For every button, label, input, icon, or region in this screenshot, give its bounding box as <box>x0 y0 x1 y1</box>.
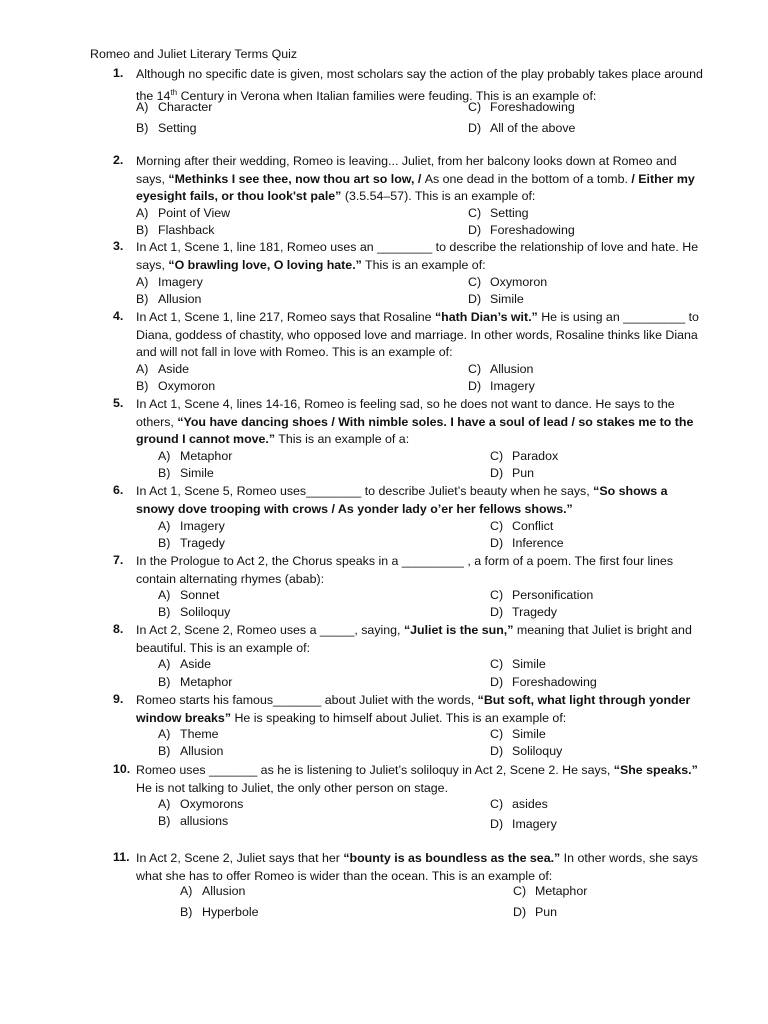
option-letter: D) <box>490 466 504 480</box>
option-letter: D) <box>468 121 482 135</box>
option-letter: C) <box>468 100 482 114</box>
option-letter: D) <box>513 905 527 919</box>
answer-option <box>158 536 225 550</box>
option-label: Imagery <box>512 817 557 831</box>
answer-option <box>490 657 546 671</box>
option-label: Hyperbole <box>202 905 259 919</box>
answer-option <box>158 466 214 480</box>
answer-option <box>468 121 575 135</box>
option-letter: B) <box>158 675 171 689</box>
answer-option <box>490 466 534 480</box>
question-text: In Act 1, Scene 4, lines 14-16, Romeo is feeling sad, so he does not want to dance. He says to the others, “You have dancing shoes / With nimble soles. I have a soul of lead / so stakes me to the ground I cannot move.” This is an example of a: <box>136 397 694 446</box>
answer-option <box>490 449 558 463</box>
option-label: asides <box>512 797 548 811</box>
option-letter: A) <box>136 275 149 289</box>
option-letter: D) <box>490 605 504 619</box>
question-number: 1. <box>113 66 124 80</box>
option-letter: B) <box>158 466 171 480</box>
option-label: Oxymoron <box>490 275 548 289</box>
option-letter: C) <box>490 727 504 741</box>
option-letter: D) <box>490 744 504 758</box>
answer-option <box>490 744 562 758</box>
option-label: Inference <box>512 536 564 550</box>
answer-option <box>158 605 230 619</box>
option-letter: B) <box>136 121 149 135</box>
option-label: Simile <box>512 657 546 671</box>
option-letter: B) <box>158 536 171 550</box>
question-number: 2. <box>113 153 124 167</box>
option-letter: B) <box>180 905 193 919</box>
answer-option <box>468 206 529 220</box>
option-letter: A) <box>136 100 149 114</box>
answer-option <box>490 588 593 602</box>
answer-option <box>136 206 230 220</box>
answer-option <box>158 519 225 533</box>
answer-option <box>136 100 212 114</box>
answer-option <box>136 362 189 376</box>
option-label: Allusion <box>202 884 246 898</box>
option-label: Theme <box>180 727 219 741</box>
option-letter: C) <box>490 588 504 602</box>
answer-option <box>490 727 546 741</box>
question-number: 5. <box>113 396 124 410</box>
option-letter: A) <box>180 884 193 898</box>
option-letter: B) <box>136 379 149 393</box>
question-text: Morning after their wedding, Romeo is leaving... Juliet, from her balcony looks down at Romeo and says, “Methinks I see thee, now thou art so low, / As one dead in the bottom of a tomb. / Either my eyesight fails, or thou look'st pale” (3.5.54–57). This is an example of: <box>136 154 695 203</box>
answer-option <box>158 797 243 811</box>
option-letter: D) <box>490 675 504 689</box>
option-label: allusions <box>180 814 229 828</box>
option-label: Point of View <box>158 206 231 220</box>
option-letter: A) <box>158 657 171 671</box>
option-label: Sonnet <box>180 588 220 602</box>
page-title: Romeo and Juliet Literary Terms Quiz <box>90 47 298 61</box>
answer-option <box>158 744 223 758</box>
answer-option <box>136 275 203 289</box>
answer-option <box>180 884 245 898</box>
option-label: Imagery <box>180 519 225 533</box>
option-letter: C) <box>490 797 504 811</box>
option-label: Pun <box>512 466 535 480</box>
option-letter: B) <box>136 292 149 306</box>
option-label: Oxymoron <box>158 379 216 393</box>
answer-option <box>158 727 219 741</box>
option-label: Conflict <box>512 519 554 533</box>
option-label: Personification <box>512 588 594 602</box>
option-label: Paradox <box>512 449 559 463</box>
option-label: Allusion <box>490 362 534 376</box>
option-letter: C) <box>490 657 504 671</box>
option-letter: D) <box>468 379 482 393</box>
answer-option <box>490 817 557 831</box>
option-letter: B) <box>136 223 149 237</box>
question-number: 4. <box>113 309 124 323</box>
answer-option <box>158 588 219 602</box>
answer-option <box>158 814 228 828</box>
answer-option <box>490 675 597 689</box>
question-text: In Act 2, Scene 2, Juliet says that her “bounty is as boundless as the sea.” In other words, she says what she has to offer Romeo is wider than the ocean. This is an example of: <box>136 851 698 883</box>
option-letter: A) <box>158 449 171 463</box>
option-label: Pun <box>535 905 558 919</box>
question-text: In Act 1, Scene 5, Romeo uses________ to describe Juliet’s beauty when he says, “So shows a snowy dove trooping with crows / As yonder lady o’er her fellows shows.” <box>136 484 668 516</box>
option-label: All of the above <box>490 121 576 135</box>
question-text: In the Prologue to Act 2, the Chorus speaks in a _________ , a form of a poem. The first four lines contain alternating rhymes (abab): <box>136 554 674 586</box>
answer-option <box>468 379 535 393</box>
option-label: Setting <box>490 206 529 220</box>
option-label: Foreshadowing <box>490 100 575 114</box>
option-letter: C) <box>468 206 482 220</box>
option-label: Oxymorons <box>180 797 244 811</box>
option-letter: C) <box>513 884 527 898</box>
answer-option <box>468 275 547 289</box>
option-letter: A) <box>158 588 171 602</box>
option-label: Metaphor <box>535 884 588 898</box>
question-number: 6. <box>113 483 124 497</box>
option-label: Allusion <box>180 744 224 758</box>
answer-option <box>158 657 211 671</box>
question-number: 8. <box>113 622 124 636</box>
question-number: 10. <box>113 762 131 776</box>
option-label: Foreshadowing <box>512 675 597 689</box>
option-letter: C) <box>468 275 482 289</box>
answer-option <box>158 675 232 689</box>
answer-option <box>136 292 201 306</box>
option-letter: A) <box>158 727 171 741</box>
answer-option <box>513 905 557 919</box>
question-text: In Act 2, Scene 2, Romeo uses a _____, saying, “Juliet is the sun,” meaning that Juliet is bright and beautiful. This is an example of: <box>136 623 692 655</box>
option-letter: D) <box>468 292 482 306</box>
question-number: 7. <box>113 553 124 567</box>
option-letter: D) <box>468 223 482 237</box>
question-number: 11. <box>113 850 130 864</box>
answer-option <box>490 605 557 619</box>
question-number: 3. <box>113 239 124 253</box>
option-letter: B) <box>158 744 171 758</box>
answer-option <box>490 519 553 533</box>
question-text: In Act 1, Scene 1, line 217, Romeo says that Rosaline “hath Dian’s wit.” He is using an _________ to Diana, goddess of chastity, who opposed love and marriage. In other words, Rosaline thinks like Diana and will not fall in love with Romeo. This is an example of: <box>136 310 699 359</box>
option-letter: A) <box>158 797 171 811</box>
option-label: Soliloquy <box>512 744 563 758</box>
answer-option <box>180 905 258 919</box>
option-letter: C) <box>490 449 504 463</box>
question-text: In Act 1, Scene 1, line 181, Romeo uses an ________ to describe the relationship of love and hate. He says, “O brawling love, O loving hate.” This is an example of: <box>136 240 699 272</box>
option-label: Imagery <box>490 379 535 393</box>
question-text: Romeo starts his famous_______ about Juliet with the words, “But soft, what light through yonder window breaks” He is speaking to himself about Juliet. This is an example of: <box>136 693 691 725</box>
option-label: Allusion <box>158 292 202 306</box>
question-text: Romeo uses _______ as he is listening to Juliet’s soliloquy in Act 2, Scene 2. He says, “She speaks.” He is not talking to Juliet, the only other person on stage. <box>136 763 698 795</box>
answer-option <box>468 100 575 114</box>
option-label: Simile <box>490 292 524 306</box>
option-letter: C) <box>468 362 482 376</box>
option-label: Aside <box>180 657 211 671</box>
option-letter: C) <box>490 519 504 533</box>
option-letter: D) <box>490 817 504 831</box>
answer-option <box>158 449 232 463</box>
option-label: Metaphor <box>180 449 233 463</box>
option-letter: A) <box>136 206 149 220</box>
option-label: Tragedy <box>180 536 225 550</box>
answer-option <box>490 797 548 811</box>
question-number: 9. <box>113 692 124 706</box>
answer-option <box>136 121 197 135</box>
option-letter: A) <box>158 519 171 533</box>
answer-option <box>513 884 587 898</box>
option-letter: B) <box>158 605 171 619</box>
option-label: Aside <box>158 362 189 376</box>
answer-option <box>136 223 214 237</box>
option-letter: B) <box>158 814 171 828</box>
answer-option <box>490 536 564 550</box>
option-letter: A) <box>136 362 149 376</box>
option-label: Tragedy <box>512 605 557 619</box>
answer-option <box>468 292 524 306</box>
option-label: Character <box>158 100 213 114</box>
answer-option <box>468 223 575 237</box>
option-label: Foreshadowing <box>490 223 575 237</box>
option-label: Imagery <box>158 275 203 289</box>
option-letter: D) <box>490 536 504 550</box>
option-label: Soliloquy <box>180 605 231 619</box>
option-label: Simile <box>180 466 214 480</box>
option-label: Flashback <box>158 223 215 237</box>
option-label: Metaphor <box>180 675 233 689</box>
answer-option <box>468 362 533 376</box>
option-label: Setting <box>158 121 197 135</box>
answer-option <box>136 379 215 393</box>
option-label: Simile <box>512 727 546 741</box>
question-text: Although no specific date is given, most scholars say the action of the play probably takes place around the 14th Century in Verona when Italian families were feuding. This is an example of: <box>136 67 703 103</box>
